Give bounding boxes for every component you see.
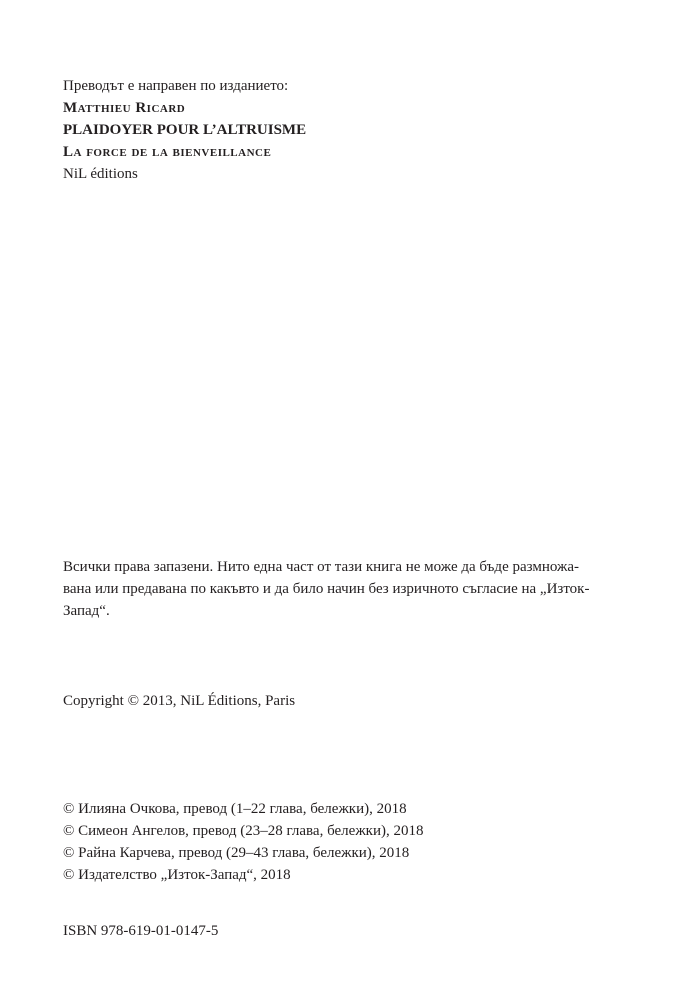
credit-line: © Илияна Очкова, превод (1–22 глава, бележки), 2018	[63, 801, 407, 817]
copyright-line: Copyright © 2013, NiL Éditions, Paris	[63, 693, 296, 709]
original-author: Matthieu Ricard	[63, 100, 186, 116]
translation-credits	[63, 798, 644, 886]
credit-line: © Издателство „Изток-Запад“, 2018	[63, 867, 291, 883]
original-title: PLAIDOYER POUR L’ALTRUISME	[63, 122, 307, 138]
original-subtitle: La force de la bienveillance	[63, 144, 272, 160]
original-edition-block	[63, 75, 644, 185]
copyright-notice	[63, 690, 644, 712]
credit-line: © Симеон Ангелов, превод (23–28 глава, бележки), 2018	[63, 823, 424, 839]
original-edition-intro: Преводът е направен по изданието:	[63, 78, 289, 94]
original-publisher: NiL éditions	[63, 166, 138, 182]
rights-notice	[63, 556, 644, 622]
credit-line: © Райна Карчева, превод (29–43 глава, бележки), 2018	[63, 845, 410, 861]
isbn-number: ISBN 978-619-01-0147-5	[63, 923, 219, 939]
isbn-block	[63, 920, 644, 942]
rights-line: вана или предавана по какъвто и да било начин без изричното съгласие на „Изток-	[63, 581, 590, 597]
rights-line: Запад“.	[63, 603, 110, 619]
rights-line: Всички права запазени. Нито една част от тази книга не може да бъде размножа-	[63, 559, 580, 575]
